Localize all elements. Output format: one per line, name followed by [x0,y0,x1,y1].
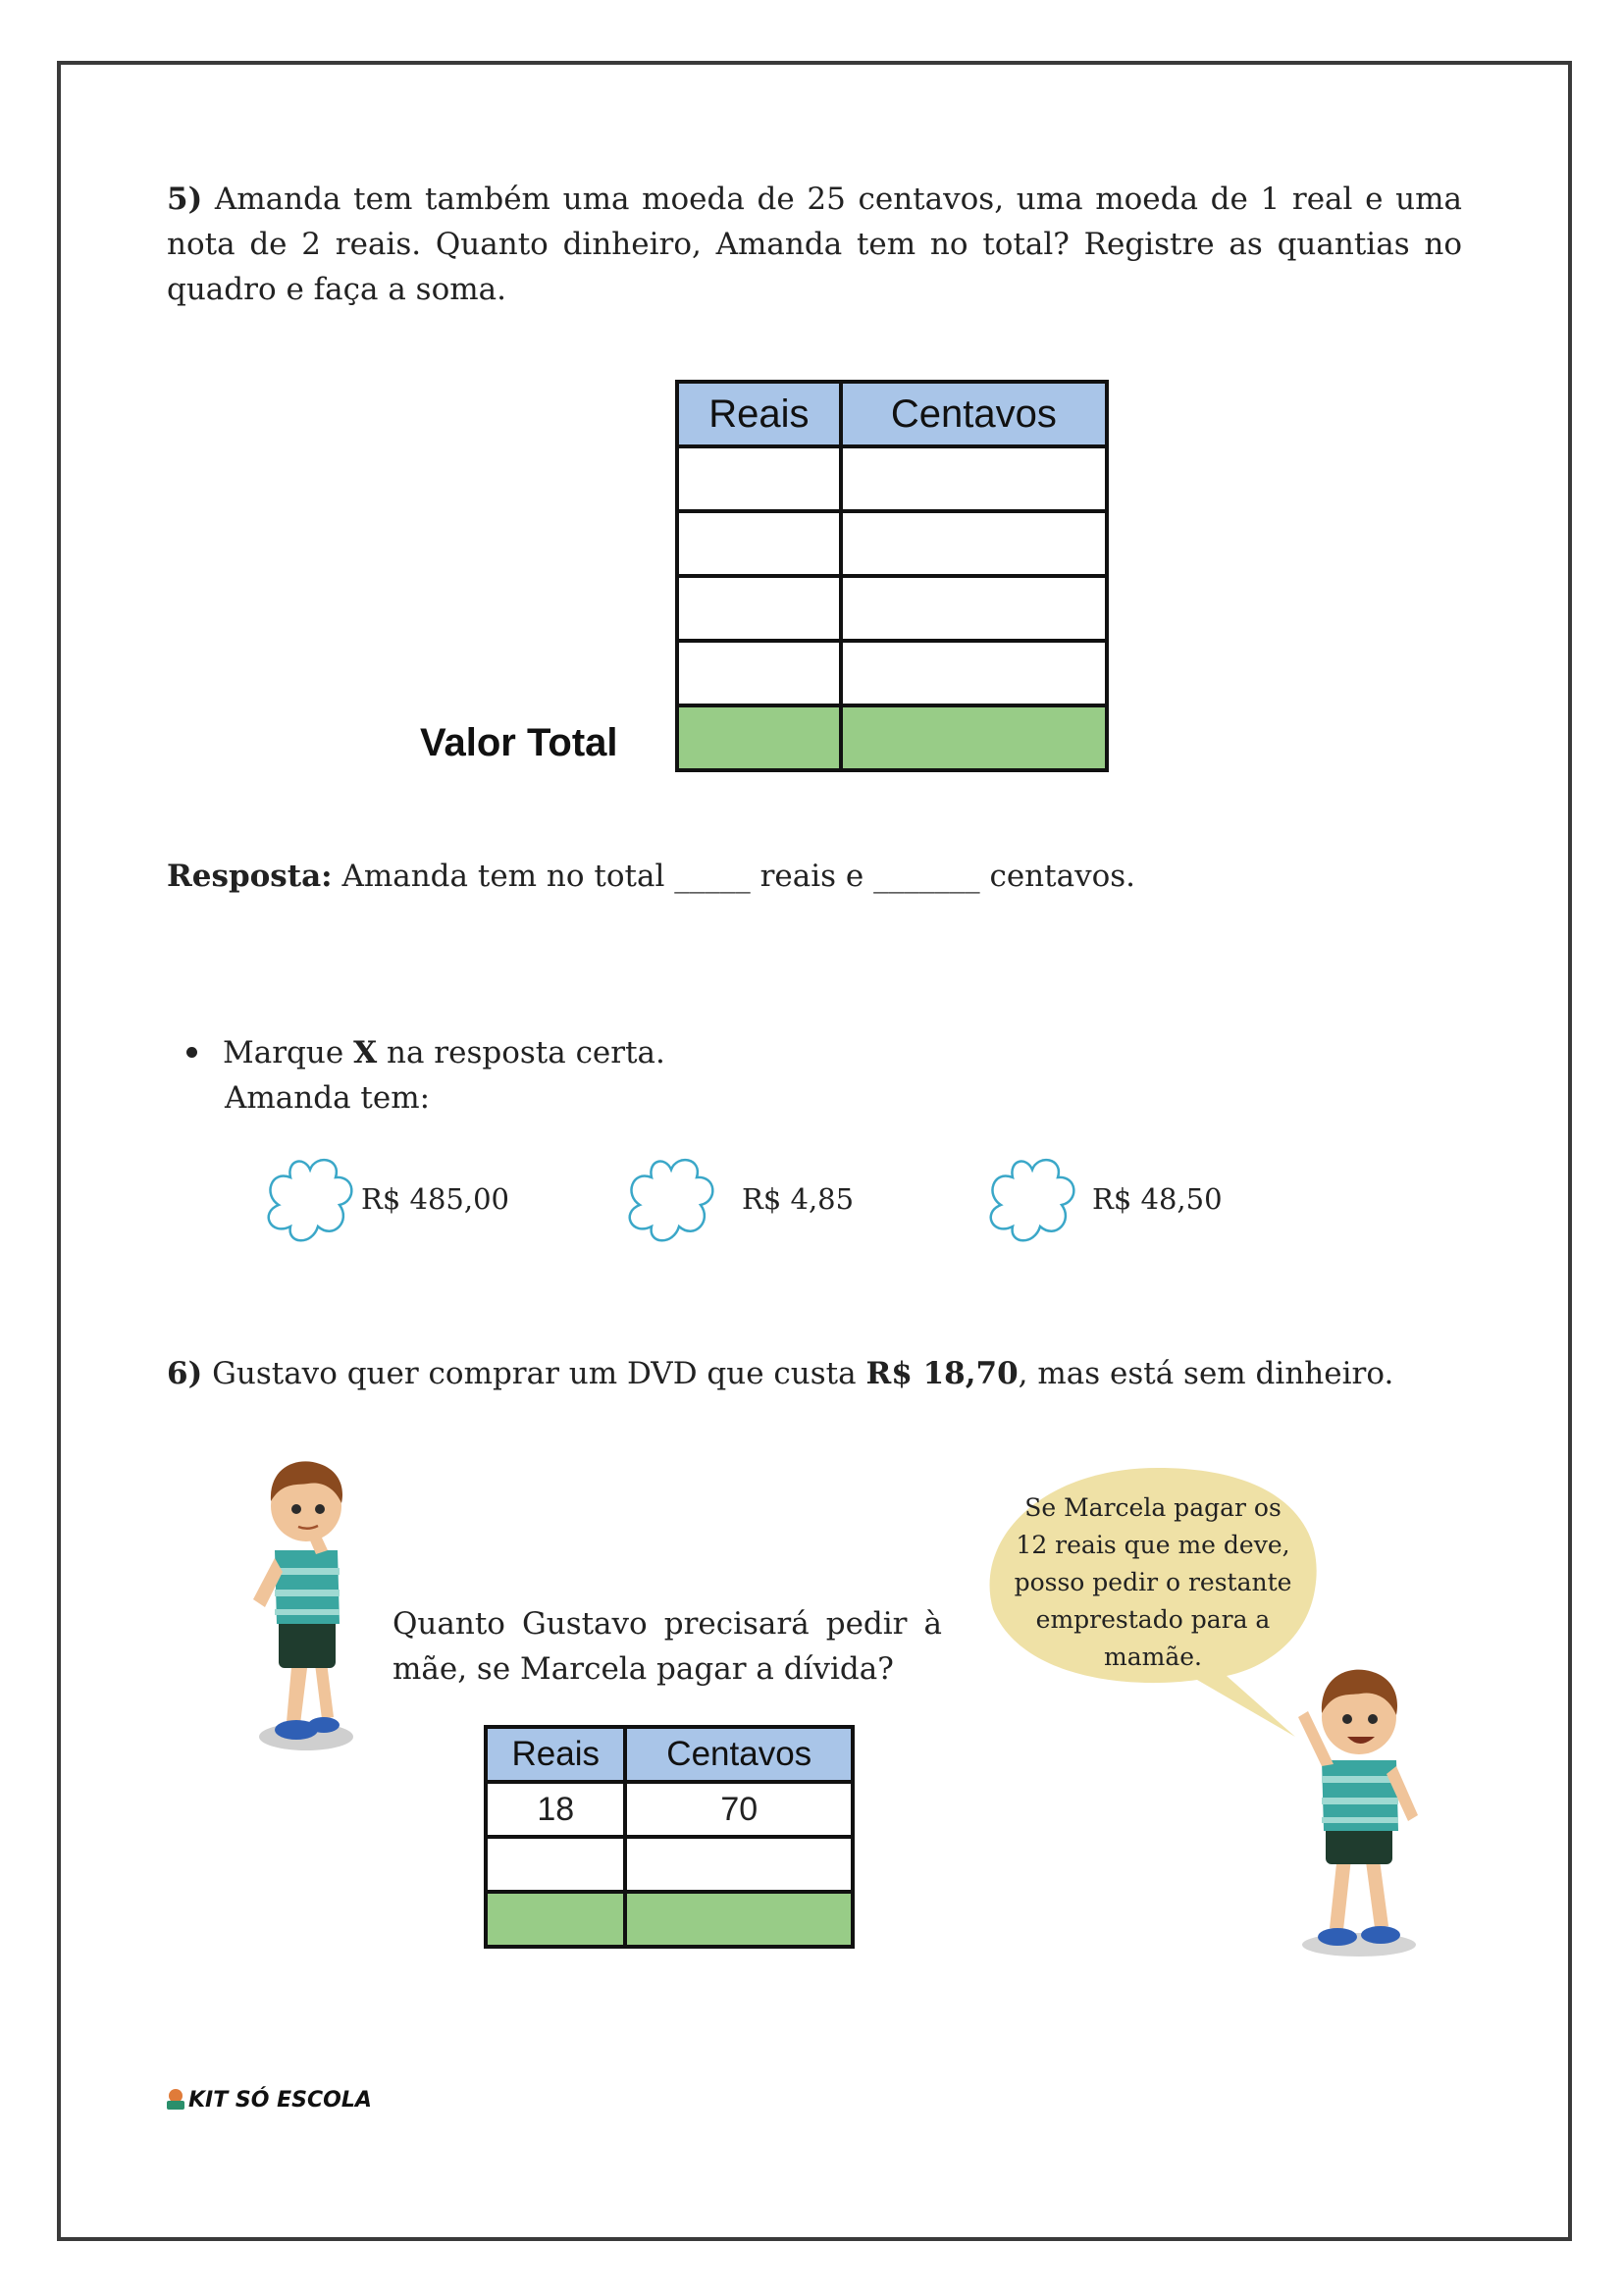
answer-label: Resposta: [167,859,333,894]
q6-cell[interactable] [486,1837,625,1892]
option-3: R$ 48,50 [1092,1182,1223,1216]
q5-answer-line [167,854,1135,899]
mark-prefix: Marque [223,1035,344,1070]
answer-text: Amanda tem no total _____ reais e _______ centavos. [341,859,1136,894]
q5-cell[interactable] [841,576,1107,641]
speaking-boy-illustration [1281,1658,1438,1962]
bullet-dot [186,1047,197,1058]
speech-text: Se Marcela pagar os 12 reais que me deve, posso pedir o restante emprestado para a mamãe. [1014,1493,1292,1671]
q5-cell[interactable] [677,576,841,641]
q5-header-centavos: Centavos [841,382,1107,446]
footer-logo-text: KIT SÓ ESCOLA [188,2088,372,2113]
q5-total-label: Valor Total [420,721,618,764]
q5-statement [167,177,1462,312]
q5-cell[interactable] [677,641,841,705]
q6-cell-reais: 18 [486,1782,625,1837]
flower-checkbox-icon[interactable] [985,1156,1079,1246]
mark-suffix: na resposta certa. [386,1035,665,1070]
q6-money-table [484,1725,855,1949]
q5-cell[interactable] [841,641,1107,705]
flower-checkbox-icon[interactable] [624,1156,718,1246]
q6-header-reais: Reais [486,1727,625,1782]
q5-cell[interactable] [841,511,1107,576]
q5-money-table [675,380,1109,772]
mark-line2: Amanda tem: [225,1080,431,1116]
q6-cell-centavos: 70 [625,1782,853,1837]
q5-total-cell[interactable] [841,705,1107,770]
mark-instruction [223,1030,665,1075]
q6-statement [167,1351,1393,1396]
option-2: R$ 4,85 [742,1182,855,1216]
q5-header-reais: Reais [677,382,841,446]
q6-price: R$ 18,70 [865,1356,1019,1391]
q6-number: 6) [167,1356,203,1391]
q5-number: 5) [167,182,203,217]
q6-total-cell[interactable] [625,1892,853,1947]
flower-checkbox-icon[interactable] [263,1156,357,1246]
option-1: R$ 485,00 [361,1182,509,1216]
school-logo-icon [163,2086,188,2112]
q5-cell[interactable] [677,511,841,576]
q6-header-centavos: Centavos [625,1727,853,1782]
q6-text-after: , mas está sem dinheiro. [1018,1356,1394,1391]
q5-text: Amanda tem também uma moeda de 25 centavos, uma moeda de 1 real e uma nota de 2 reais. Quanto dinheiro, Amanda tem no total? Registre as quantias no quadro e faça a soma. [167,182,1462,307]
q5-cell[interactable] [841,446,1107,511]
q6-cell[interactable] [625,1837,853,1892]
q6-question: Quanto Gustavo precisará pedir à mãe, se Marcela pagar a dívida? [392,1606,942,1687]
thinking-boy-illustration [235,1452,363,1756]
q6-text-before: Gustavo quer comprar um DVD que custa [212,1356,857,1391]
q6-total-cell[interactable] [486,1892,625,1947]
mark-x: X [353,1035,378,1070]
q5-total-cell[interactable] [677,705,841,770]
q5-cell[interactable] [677,446,841,511]
